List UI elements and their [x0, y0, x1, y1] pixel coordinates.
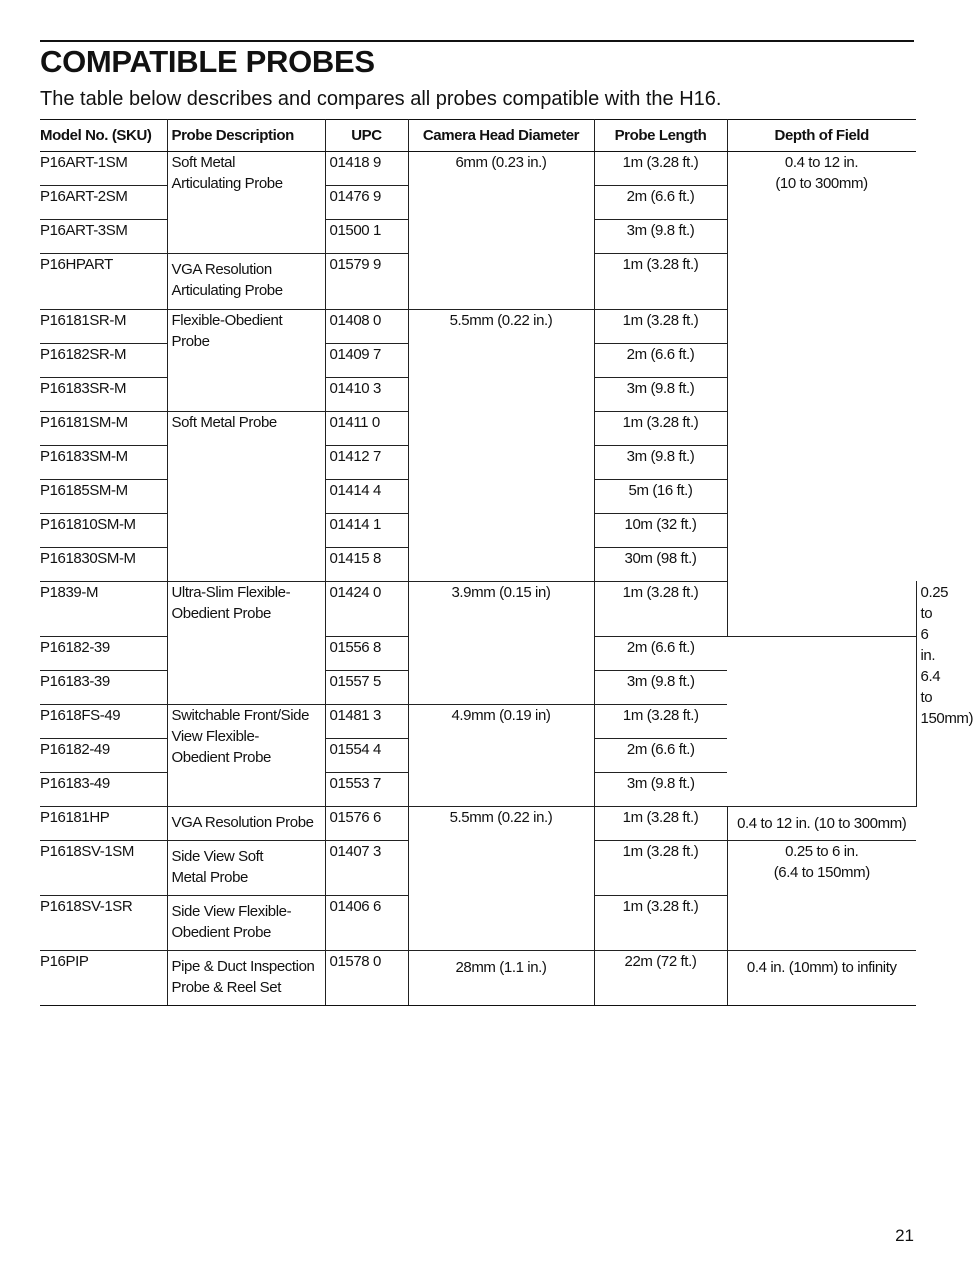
compatible-probes-table: [40, 119, 973, 1006]
description-line: Metal Probe: [171, 869, 248, 886]
length-cell: 3m (9.8 ft.): [594, 446, 727, 480]
diameter-cell: 5.5mm (0.22 in.): [408, 807, 594, 951]
depth-line: (10 to 300mm): [775, 175, 868, 192]
model-cell: P16ART-3SM: [40, 220, 167, 254]
table-row: P1839-M Ultra-Slim Flexible- Obedient Probe 01424 0 3.9mm (0.15 in) 1m (3.28 ft.) 0.25 to 6 in. 6.4 to 150mm): [40, 582, 916, 637]
upc-cell: 01424 0: [325, 582, 408, 637]
page-title: COMPATIBLE PROBES: [40, 44, 375, 79]
description-cell: [167, 896, 325, 951]
description-line: VGA Resolution: [171, 261, 272, 278]
upc-cell: 01576 6: [325, 807, 408, 841]
description-line: Obedient Probe: [171, 749, 271, 766]
diameter-cell: 4.9mm (0.19 in): [408, 705, 594, 807]
upc-cell: 01476 9: [325, 186, 408, 220]
model-cell: P161810SM-M: [40, 514, 167, 548]
description-line: Probe: [171, 333, 210, 350]
upc-cell: 01557 5: [325, 671, 408, 705]
length-cell: 3m (9.8 ft.): [594, 671, 727, 705]
length-cell: 1m (3.28 ft.): [594, 705, 727, 739]
intro-text: The table below describes and compares all probes compatible with the H16.: [40, 88, 722, 110]
length-cell: 1m (3.28 ft.): [594, 841, 727, 896]
description-cell: [167, 705, 325, 807]
model-cell: P16HPART: [40, 254, 167, 310]
description-line: Articulating Probe: [171, 175, 283, 192]
description-line: Switchable Front/Side: [171, 707, 310, 724]
model-cell: P16183-39: [40, 671, 167, 705]
length-cell: 5m (16 ft.): [594, 480, 727, 514]
column-header-diameter: Camera Head Diameter: [408, 120, 594, 152]
upc-cell: 01553 7: [325, 773, 408, 807]
column-header-description: Probe Description: [167, 120, 325, 152]
upc-cell: 01579 9: [325, 254, 408, 310]
description-cell: Soft Metal Probe: [167, 412, 325, 582]
model-cell: P1618SV-1SM: [40, 841, 167, 896]
table-row: [40, 951, 916, 1006]
upc-cell: 01414 1: [325, 514, 408, 548]
description-cell: [167, 152, 325, 254]
description-cell: [167, 310, 325, 412]
model-cell: P16183SM-M: [40, 446, 167, 480]
description-line: Obedient Probe: [171, 924, 271, 941]
upc-cell: 01411 0: [325, 412, 408, 446]
column-header-model: Model No. (SKU): [40, 120, 167, 152]
length-cell: 2m (6.6 ft.): [594, 344, 727, 378]
column-header-depth: Depth of Field: [727, 120, 916, 152]
depth-of-field-cell: 0.4 to 12 in. (10 to 300mm): [727, 807, 916, 841]
description-line: Soft Metal: [171, 154, 236, 171]
column-header-length: Probe Length: [594, 120, 727, 152]
length-cell: 1m (3.28 ft.): [594, 807, 727, 841]
length-cell: 10m (32 ft.): [594, 514, 727, 548]
model-cell: P16183-49: [40, 773, 167, 807]
upc-cell: 01500 1: [325, 220, 408, 254]
upc-cell: 01408 0: [325, 310, 408, 344]
model-cell: P161830SM-M: [40, 548, 167, 582]
depth-of-field-cell: 0.4 in. (10mm) to infinity: [727, 951, 916, 1006]
table-row: [40, 807, 916, 841]
upc-cell: 01418 9: [325, 152, 408, 186]
depth-of-field-cell: [727, 152, 916, 637]
model-cell: P16181SR-M: [40, 310, 167, 344]
upc-cell: 01481 3: [325, 705, 408, 739]
description-line: Pipe & Duct Inspection: [171, 958, 315, 975]
model-cell: P1839-M: [40, 582, 167, 637]
model-cell: P16PIP: [40, 951, 167, 1006]
upc-cell: 01410 3: [325, 378, 408, 412]
description-cell: [167, 841, 325, 896]
model-cell: P16181HP: [40, 807, 167, 841]
length-cell: 1m (3.28 ft.): [594, 412, 727, 446]
length-cell: 2m (6.6 ft.): [594, 637, 727, 671]
upc-cell: 01414 4: [325, 480, 408, 514]
table-header-row: [40, 120, 916, 152]
model-cell: P16183SR-M: [40, 378, 167, 412]
description-cell: [167, 254, 325, 310]
model-cell: P16185SM-M: [40, 480, 167, 514]
length-cell: 3m (9.8 ft.): [594, 220, 727, 254]
diameter-cell: 28mm (1.1 in.): [408, 951, 594, 1006]
length-cell: 2m (6.6 ft.): [594, 739, 727, 773]
table-row: [40, 705, 916, 739]
depth-line: 0.4 to 12 in.: [784, 154, 859, 171]
length-cell: 22m (72 ft.): [594, 951, 727, 1006]
model-cell: P1618SV-1SR: [40, 896, 167, 951]
length-cell: 1m (3.28 ft.): [594, 310, 727, 344]
upc-cell: 01407 3: [325, 841, 408, 896]
upc-cell: 01409 7: [325, 344, 408, 378]
description-line: View Flexible-: [171, 728, 259, 745]
length-cell: 1m (3.28 ft.): [594, 896, 727, 951]
model-cell: P16182SR-M: [40, 344, 167, 378]
column-header-upc: UPC: [325, 120, 408, 152]
description-line: Side View Flexible-: [171, 903, 292, 920]
description-line: Side View Soft: [171, 848, 264, 865]
description-line: Obedient Probe: [171, 605, 271, 622]
upc-cell: 01406 6: [325, 896, 408, 951]
description-cell: [167, 951, 325, 1006]
diameter-cell: 3.9mm (0.15 in): [408, 582, 594, 705]
length-cell: 30m (98 ft.): [594, 548, 727, 582]
length-cell: 1m (3.28 ft.): [594, 254, 727, 310]
upc-cell: 01415 8: [325, 548, 408, 582]
upc-cell: 01412 7: [325, 446, 408, 480]
description-cell: VGA Resolution Probe: [167, 807, 325, 841]
model-cell: P16182-49: [40, 739, 167, 773]
model-cell: P1618FS-49: [40, 705, 167, 739]
model-cell: P16182-39: [40, 637, 167, 671]
length-cell: 3m (9.8 ft.): [594, 773, 727, 807]
length-cell: 1m (3.28 ft.): [594, 152, 727, 186]
depth-of-field-cell: [727, 841, 916, 951]
length-cell: 2m (6.6 ft.): [594, 186, 727, 220]
diameter-cell: 6mm (0.23 in.): [408, 152, 594, 310]
diameter-cell: 5.5mm (0.22 in.): [408, 310, 594, 582]
upc-cell: 01556 8: [325, 637, 408, 671]
length-cell: 1m (3.28 ft.): [594, 582, 727, 637]
description-line: Articulating Probe: [171, 282, 283, 299]
description-line: Flexible-Obedient: [171, 312, 283, 329]
depth-line: 0.25 to 6 in.: [785, 843, 859, 860]
upc-cell: 01554 4: [325, 739, 408, 773]
table-row: [40, 152, 916, 186]
model-cell: P16ART-1SM: [40, 152, 167, 186]
description-cell: [167, 582, 325, 705]
description-line: Ultra-Slim Flexible-: [171, 584, 291, 601]
top-rule: [40, 40, 914, 42]
model-cell: P16181SM-M: [40, 412, 167, 446]
model-cell: P16ART-2SM: [40, 186, 167, 220]
depth-line: (6.4 to 150mm): [773, 864, 870, 881]
description-line: Probe & Reel Set: [171, 979, 281, 996]
length-cell: 3m (9.8 ft.): [594, 378, 727, 412]
upc-cell: 01578 0: [325, 951, 408, 1006]
page-number: 21: [895, 1226, 914, 1245]
